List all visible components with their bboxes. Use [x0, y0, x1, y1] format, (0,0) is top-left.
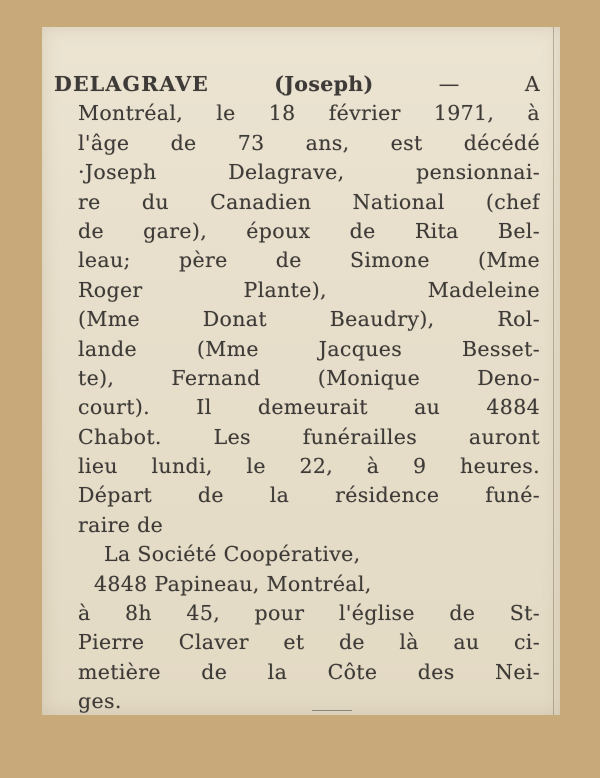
obituary-surname: DELAGRAVE — [54, 72, 210, 96]
obituary-line: ·Joseph Delagrave, pensionnai- — [78, 160, 540, 185]
obituary-line: Montréal, le 18 février 1971, à — [78, 101, 540, 126]
obituary-text — [54, 70, 540, 717]
obituary-line: (Mme Donat Beaudry), Rol- — [78, 307, 540, 332]
funeral-home-name: La Société Coopérative, — [104, 542, 361, 567]
obituary-closing-line: à 8h 45, pour l'église de St- — [78, 601, 540, 626]
obituary-line: raire de — [78, 512, 164, 537]
newspaper-clipping — [42, 27, 560, 715]
obituary-line: leau; père de Simone (Mme — [78, 248, 540, 273]
obituary-line: Chabot. Les funérailles auront — [78, 424, 540, 449]
obituary-heading-line — [54, 70, 540, 99]
obituary-closing-line: metière de la Côte des Nei- — [78, 659, 540, 684]
obituary-line: te), Fernand (Monique Deno- — [78, 365, 540, 390]
obituary-line: Roger Plante), Madeleine — [78, 277, 540, 302]
obituary-line: Départ de la résidence funé- — [78, 483, 540, 508]
obituary-line: re du Canadien National (chef — [78, 189, 540, 214]
obituary-closing-line: ges. — [78, 689, 122, 714]
obituary-given-name: (Joseph) — [274, 72, 374, 96]
divider — [312, 710, 352, 711]
obituary-line: de gare), époux de Rita Bel- — [78, 218, 540, 243]
obituary-line: lande (Mme Jacques Besset- — [78, 336, 540, 361]
obituary-closing-line: Pierre Claver et de là au ci- — [78, 630, 540, 655]
obituary-line: court). Il demeurait au 4884 — [78, 395, 540, 420]
obituary-line: lieu lundi, le 22, à 9 heures. — [78, 454, 540, 479]
obituary-dash: — — [438, 72, 460, 96]
funeral-home-address: 4848 Papineau, Montréal, — [94, 571, 372, 596]
obituary-line: l'âge de 73 ans, est décédé — [78, 130, 540, 155]
obituary-first-word: A — [524, 72, 540, 96]
